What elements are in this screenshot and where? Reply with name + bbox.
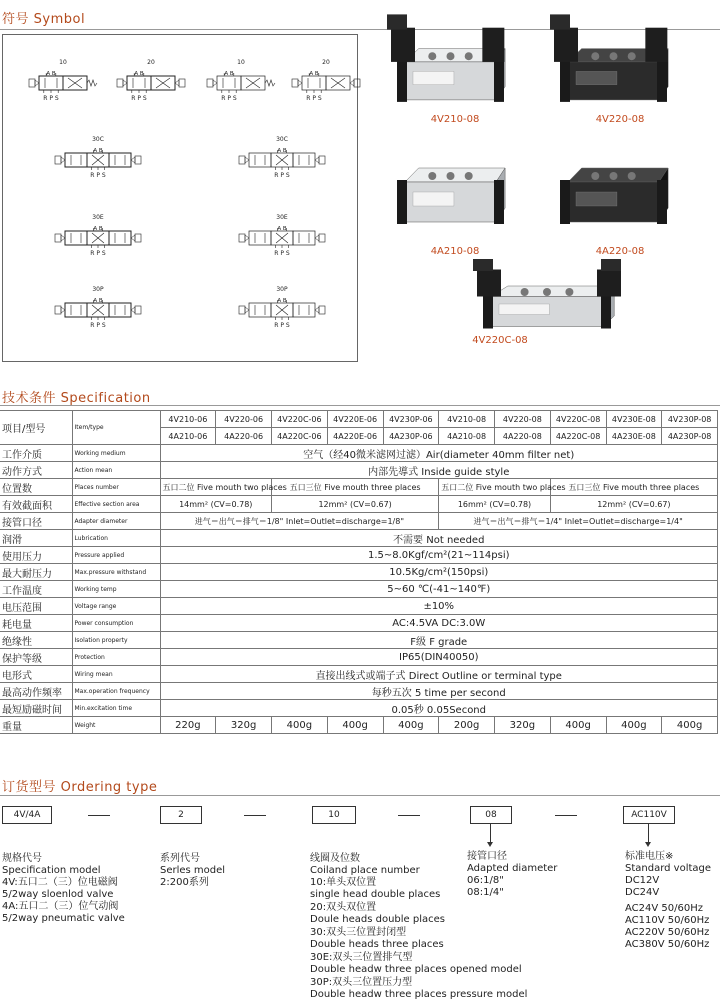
weight-value: 400g: [272, 717, 328, 734]
valve-port-labels: A B: [277, 226, 287, 232]
valve-rps-labels: R P S: [274, 172, 290, 179]
spec-label-en: Item/type: [72, 411, 160, 445]
order-description-line: Double headw three places pressure model: [310, 989, 528, 1000]
valve-port-labels: A B: [277, 148, 287, 154]
spec-row: [0, 632, 718, 649]
spec-row: [0, 615, 718, 632]
spec-value: 五口二位 Five mouth two places: [439, 479, 551, 496]
spec-label-cn: 保护等级: [0, 649, 72, 666]
spec-label-cn: 位置数: [0, 479, 72, 496]
spec-value: 进气＝出气＝排气＝1/4" Inlet=Outlet=discharge=1/4": [439, 513, 718, 530]
valve-symbol-label: 30P: [276, 286, 288, 293]
spec-section-title: 技术条件 Specification: [2, 391, 151, 406]
model-cell: 4A220-06: [216, 428, 272, 445]
spec-value: 五口三位 Five mouth three places: [272, 479, 439, 496]
spec-value: 五口三位 Five mouth three places: [550, 479, 717, 496]
weight-value: 400g: [662, 717, 718, 734]
spec-value: IP65(DIN40050): [160, 649, 718, 666]
order-arrow-head: [645, 842, 651, 847]
spec-label-en: Action mean: [72, 462, 160, 479]
order-description-line: Adapted diameter: [467, 863, 558, 874]
valve-symbol-label: 30P: [92, 286, 104, 293]
spec-value: 14mm² (CV=0.78): [160, 496, 272, 513]
valve-symbol: [292, 59, 360, 102]
valve-photo: [555, 140, 685, 240]
valve-symbol-label: 30E: [276, 214, 288, 221]
model-cell: 4V230E-08: [606, 411, 662, 428]
valve-symbol-label: 10: [59, 59, 67, 66]
spec-label-cn: 电形式: [0, 666, 72, 683]
valve-port-labels: A B: [134, 71, 144, 77]
order-description-line: 4V:五口二（三）位电磁阀: [2, 877, 118, 888]
order-description-line: 08:1/4": [467, 887, 504, 898]
spec-value: F级 F grade: [160, 632, 718, 649]
order-description-line: single head double places: [310, 889, 441, 900]
model-cell: 4V220-08: [495, 411, 551, 428]
model-cell: 4A230E-08: [606, 428, 662, 445]
spec-label-cn: 使用压力: [0, 547, 72, 564]
valve-rps-labels: R P S: [131, 95, 147, 102]
valve-symbol: [55, 136, 141, 179]
order-description-line: 10:单头双位置: [310, 877, 377, 888]
spec-row: [0, 479, 718, 496]
order-description-line: AC220V 50/60Hz: [625, 927, 710, 938]
spec-label-en: Voltage range: [72, 598, 160, 615]
valve-symbol: [55, 286, 141, 329]
photo-caption: 4A210-08: [430, 246, 480, 257]
spec-value: 不需要 Not needed: [160, 530, 718, 547]
weight-value: 400g: [383, 717, 439, 734]
valve-photo: [392, 140, 522, 240]
valve-photo: [392, 22, 522, 117]
order-description-line: Coiland place number: [310, 865, 420, 876]
order-arrow-line: [648, 824, 649, 842]
valve-symbol-label: 20: [322, 59, 330, 66]
order-section-title: 订货型号 Ordering type: [2, 780, 158, 795]
order-description-line: DC12V: [625, 875, 660, 886]
spec-value: 每秒五次 5 time per second: [160, 683, 718, 700]
order-section-rule: [0, 795, 720, 796]
order-code-box: 4V/4A: [2, 806, 52, 824]
spec-label-cn: 有效截面积: [0, 496, 72, 513]
spec-value: 五口二位 Five mouth two places: [160, 479, 272, 496]
spec-value: 12mm² (CV=0.67): [272, 496, 439, 513]
weight-value: 400g: [550, 717, 606, 734]
valve-symbol: [239, 286, 325, 329]
order-description: [625, 851, 711, 951]
spec-label-en: Weight: [72, 717, 160, 734]
weight-value: 400g: [327, 717, 383, 734]
spec-value: 5~60 ℃(-41~140℉): [160, 581, 718, 598]
model-cell: 4A210-08: [439, 428, 495, 445]
weight-value: 220g: [160, 717, 216, 734]
model-cell: 4V220C-08: [550, 411, 606, 428]
spec-label-cn: 重量: [0, 717, 72, 734]
order-separator: [555, 815, 577, 816]
valve-rps-labels: R P S: [274, 250, 290, 257]
weight-value: 400g: [606, 717, 662, 734]
order-code-box: 2: [160, 806, 202, 824]
spec-row: [0, 547, 718, 564]
model-cell: 4V220-06: [216, 411, 272, 428]
model-cell: 4A220-08: [495, 428, 551, 445]
valve-symbol: [117, 59, 185, 102]
model-cell: 4V210-08: [439, 411, 495, 428]
spec-label-en: Max.operation frequency: [72, 683, 160, 700]
spec-header-row: [0, 411, 718, 428]
valve-rps-labels: R P S: [274, 322, 290, 329]
order-description-line: 5/2way pneumatic valve: [2, 913, 125, 924]
spec-label-en: Min.excitation time: [72, 700, 160, 717]
spec-value: ±10%: [160, 598, 718, 615]
model-cell: 4V220C-06: [272, 411, 328, 428]
photo-caption: 4V210-08: [430, 114, 480, 125]
model-cell: 4A230P-08: [662, 428, 718, 445]
spec-label-cn: 最短励磁时间: [0, 700, 72, 717]
valve-symbol-label: 30E: [92, 214, 104, 221]
order-description-line: Double heads three places: [310, 939, 444, 950]
spec-label-en: Effective section area: [72, 496, 160, 513]
order-description-line: 标准电压※: [625, 851, 674, 862]
spec-value: 12mm² (CV=0.67): [550, 496, 717, 513]
order-description-line: 线圈及位数: [310, 853, 360, 864]
order-description-line: 规格代号: [2, 853, 42, 864]
spec-value: 10.5Kg/cm²(150psi): [160, 564, 718, 581]
valve-symbol-label: 30C: [92, 136, 104, 143]
spec-label-en: Max.pressure withstand: [72, 564, 160, 581]
valve-port-labels: A B: [93, 148, 103, 154]
spec-label-cn: 最大耐压力: [0, 564, 72, 581]
spec-label-cn: 最高动作频率: [0, 683, 72, 700]
symbol-section-title: 符号 Symbol: [2, 12, 86, 27]
spec-row: [0, 462, 718, 479]
order-description-line: 20:双头双位置: [310, 902, 377, 913]
symbol-panel: [2, 34, 358, 362]
order-code-box: AC110V: [623, 806, 675, 824]
spec-label-en: Pressure applied: [72, 547, 160, 564]
spec-value: 1.5~8.0Kgf/cm²(21~114psi): [160, 547, 718, 564]
valve-photo: [555, 22, 685, 117]
spec-label-cn: 工作温度: [0, 581, 72, 598]
spec-label-cn: 耗电量: [0, 615, 72, 632]
valve-photo: [475, 265, 635, 340]
order-code-box: 08: [470, 806, 512, 824]
valve-symbol: [207, 59, 275, 102]
order-description-line: AC110V 50/60Hz: [625, 915, 710, 926]
model-cell: 4A220C-06: [272, 428, 328, 445]
order-description-line: AC380V 50/60Hz: [625, 939, 710, 950]
valve-symbol: [239, 136, 325, 179]
spec-label-en: Power consumption: [72, 615, 160, 632]
order-description-line: 06:1/8": [467, 875, 504, 886]
model-cell: 4A210-06: [160, 428, 216, 445]
spec-weight-row: [0, 717, 718, 734]
photo-caption: 4A220-08: [595, 246, 645, 257]
valve-symbols-drawing: [3, 35, 357, 361]
order-description-line: 30P:双头三位置压力型: [310, 977, 413, 988]
valve-symbol: [55, 214, 141, 257]
order-separator: [88, 815, 110, 816]
order-arrow-line: [490, 824, 491, 842]
spec-value: 空气（经40微米滤网过滤）Air(diameter 40mm filter net): [160, 445, 718, 462]
model-cell: 4V210-06: [160, 411, 216, 428]
order-description-line: 系列代号: [160, 853, 200, 864]
order-code-box: 10: [312, 806, 356, 824]
order-description: [467, 851, 557, 899]
spec-row: [0, 564, 718, 581]
valve-rps-labels: R P S: [90, 322, 106, 329]
spec-label-cn: 电压范围: [0, 598, 72, 615]
spec-label-cn: 工作介质: [0, 445, 72, 462]
spec-row: [0, 530, 718, 547]
order-description-line: DC24V: [625, 887, 660, 898]
valve-port-labels: A B: [309, 71, 319, 77]
order-description: [160, 853, 225, 889]
valve-port-labels: A B: [277, 298, 287, 304]
valve-rps-labels: R P S: [306, 95, 322, 102]
photo-caption: 4V220C-08: [472, 335, 528, 346]
valve-port-labels: A B: [93, 298, 103, 304]
valve-rps-labels: R P S: [90, 172, 106, 179]
model-cell: 4A230P-06: [383, 428, 439, 445]
order-description-line: Serles model: [160, 865, 226, 876]
model-cell: 4V230P-06: [383, 411, 439, 428]
spec-row: [0, 683, 718, 700]
spec-value: AC:4.5VA DC:3.0W: [160, 615, 718, 632]
order-description-line: Double headw three places opened model: [310, 964, 522, 975]
spec-label-cn: 润滑: [0, 530, 72, 547]
valve-rps-labels: R P S: [221, 95, 237, 102]
spec-label-en: Lubrication: [72, 530, 160, 547]
valve-port-labels: A B: [46, 71, 56, 77]
order-description-line: 4A:五口二（三）位气动阀: [2, 901, 119, 912]
spec-label-en: Adapter diameter: [72, 513, 160, 530]
spec-row: [0, 496, 718, 513]
spec-label-en: Working medium: [72, 445, 160, 462]
model-cell: 4A220E-06: [327, 428, 383, 445]
spec-label-cn: 接管口径: [0, 513, 72, 530]
spec-value: 直接出线式或端子式 Direct Outline or terminal type: [160, 666, 718, 683]
weight-value: 200g: [439, 717, 495, 734]
spec-row: [0, 649, 718, 666]
order-description-line: 5/2way sloenlod valve: [2, 889, 114, 900]
valve-port-labels: A B: [224, 71, 234, 77]
weight-value: 320g: [216, 717, 272, 734]
spec-label-en: Protection: [72, 649, 160, 666]
valve-port-labels: A B: [93, 226, 103, 232]
spec-label-en: Isolation property: [72, 632, 160, 649]
order-description-line: Specification model: [2, 865, 101, 876]
spec-label-cn: 动作方式: [0, 462, 72, 479]
order-separator: [398, 815, 420, 816]
spec-row: [0, 700, 718, 717]
valve-symbol: [29, 59, 97, 102]
spec-label-cn: 绝缘性: [0, 632, 72, 649]
weight-value: 320g: [495, 717, 551, 734]
valve-symbol-label: 20: [147, 59, 155, 66]
spec-label-en: Working temp: [72, 581, 160, 598]
spec-value: 0.05秒 0.05Second: [160, 700, 718, 717]
spec-label-en: Wiring mean: [72, 666, 160, 683]
spec-table: [0, 410, 718, 734]
order-separator: [244, 815, 266, 816]
order-description-line: 30:双头三位置封闭型: [310, 927, 407, 938]
spec-label-cn: 项目/型号: [0, 411, 72, 445]
valve-rps-labels: R P S: [43, 95, 59, 102]
spec-section-rule: [0, 405, 720, 406]
valve-symbol-label: 10: [237, 59, 245, 66]
order-description-line: 2:200系列: [160, 877, 209, 888]
spec-row: [0, 581, 718, 598]
model-cell: 4V220E-06: [327, 411, 383, 428]
spec-label-en: Places number: [72, 479, 160, 496]
order-description-line: 30E:双头三位置排气型: [310, 952, 413, 963]
spec-row: [0, 666, 718, 683]
spec-value: 16mm² (CV=0.78): [439, 496, 551, 513]
spec-row: [0, 445, 718, 462]
order-description: [2, 853, 125, 925]
valve-rps-labels: R P S: [90, 250, 106, 257]
order-description-line: Doule heads double places: [310, 914, 445, 925]
order-description-line: AC24V 50/60Hz: [625, 903, 703, 914]
spec-value: 内部先導式 Inside guide style: [160, 462, 718, 479]
spec-row: [0, 598, 718, 615]
model-cell: 4A220C-08: [550, 428, 606, 445]
spec-row: [0, 513, 718, 530]
valve-symbol-label: 30C: [276, 136, 288, 143]
model-cell: 4V230P-08: [662, 411, 718, 428]
spec-value: 进气＝出气＝排气＝1/8" Inlet=Outlet=discharge=1/8": [160, 513, 439, 530]
photo-caption: 4V220-08: [595, 114, 645, 125]
order-description-line: Standard voltage: [625, 863, 712, 874]
valve-symbol: [239, 214, 325, 257]
order-arrow-head: [487, 842, 493, 847]
order-description-line: 接管口径: [467, 851, 507, 862]
